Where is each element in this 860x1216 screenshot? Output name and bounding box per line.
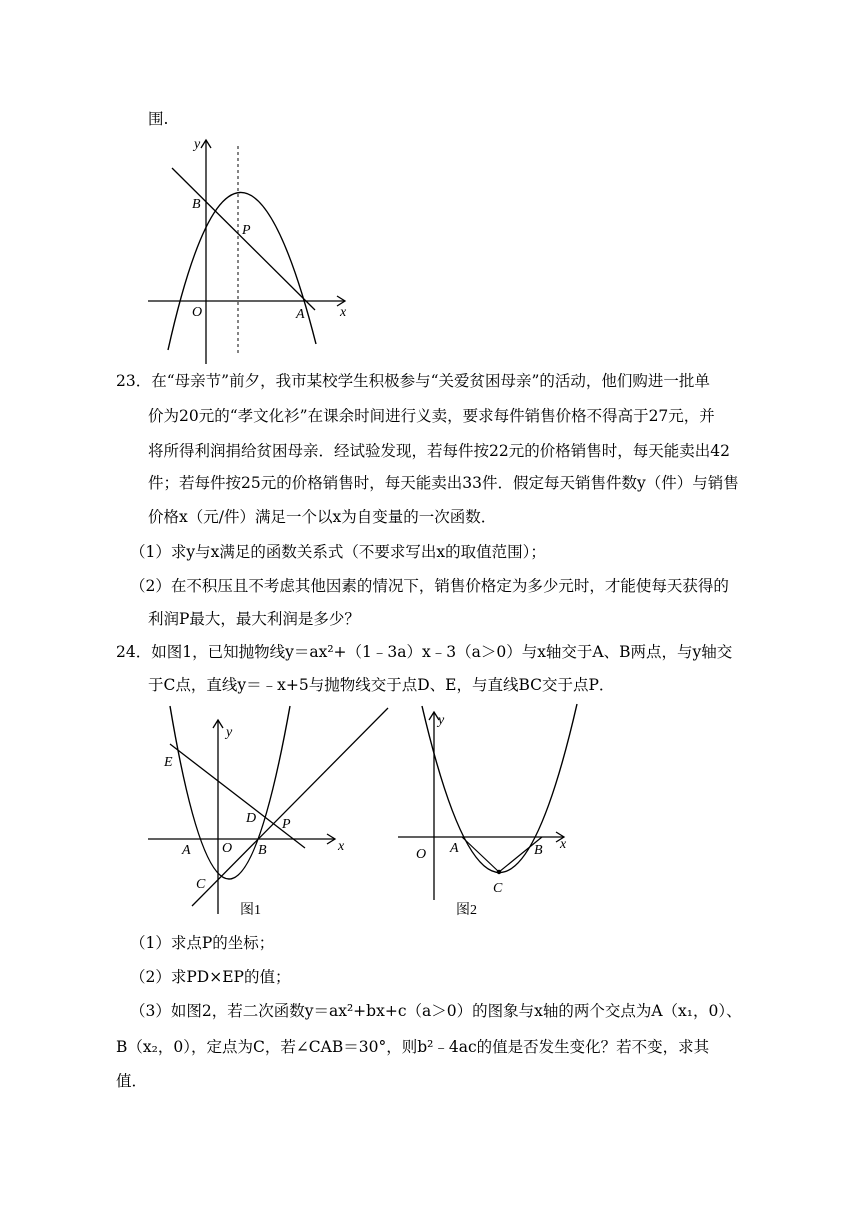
q23-line-1: 23．在“母亲节”前夕，我市某校学生积极参与“关爱贫困母亲”的活动，他们购进一批单 (116, 372, 710, 390)
label-o: O (416, 847, 427, 862)
label-y: y (194, 137, 201, 152)
figure-2 (392, 700, 592, 922)
q23-part-2-a: （2）在不积压且不考虑其他因素的情况下，销售价格定为多少元时，才能使每天获得的 (130, 577, 729, 595)
q24-line-2: 于C点，直线y＝﹣x+5与抛物线交于点D、E，与直线BC交于点P． (148, 676, 615, 694)
label-x: x (340, 305, 347, 320)
q24-part-2: （2）求PD×EP的值； (130, 968, 291, 986)
question-22-figure (140, 130, 360, 370)
q23-part-2-b: 利润P最大，最大利润是多少？ (148, 610, 360, 628)
label-c: C (493, 881, 503, 896)
point-c-dot (497, 870, 501, 874)
q23-part-1: （1）求y与x满足的函数关系式（不要求写出x的取值范围）； (130, 543, 546, 561)
label-y: y (438, 713, 445, 728)
prev-question-tail: 围. (148, 110, 169, 128)
label-b: B (258, 843, 267, 858)
label-x: x (560, 837, 567, 852)
label-d: D (246, 811, 257, 826)
label-p: P (282, 817, 291, 832)
line-de (170, 744, 305, 848)
label-o: O (222, 841, 233, 856)
label-b: B (534, 843, 543, 858)
label-x: x (338, 839, 345, 854)
label-y: y (226, 725, 233, 740)
q23-line-4: 件；若每件按25元的价格销售时，每天能卖出33件．假定每天销售件数y（件）与销售 (148, 474, 739, 492)
label-c: C (196, 877, 206, 892)
q24-part-3-c: 值． (116, 1072, 148, 1090)
label-a: A (182, 843, 191, 858)
figure-1-caption: 图1 (240, 903, 261, 918)
q24-part-3-a: （3）如图2，若二次函数y＝ax²+bx+c（a＞0）的图象与x轴的两个交点为A（x₁，0）、 (130, 1002, 742, 1020)
q24-line-1: 24．如图1，已知抛物线y＝ax²+（1﹣3a）x﹣3（a＞0）与x轴交于A、B两点，与y轴交 (116, 643, 733, 661)
label-p: P (242, 223, 251, 238)
label-a: A (450, 841, 459, 856)
label-e: E (164, 755, 173, 770)
q23-line-2: 价为20元的“孝文化衫”在课余时间进行义卖，要求每件销售价格不得高于27元，并 (148, 407, 715, 425)
label-a: A (296, 307, 305, 322)
q24-part-1: （1）求点P的坐标； (130, 934, 275, 952)
line-ab (172, 168, 315, 310)
parabola-curve (422, 704, 577, 873)
q23-line-5: 价格x（元/件）满足一个以x为自变量的一次函数． (148, 508, 497, 526)
label-o: O (192, 305, 203, 320)
parabola-curve (168, 192, 316, 350)
figure-2-caption: 图2 (456, 903, 477, 918)
q23-line-3: 将所得利润捐给贫困母亲．经试验发现，若每件按22元的价格销售时，每天能卖出42 (148, 442, 730, 460)
line-bc (192, 708, 388, 906)
label-b: B (192, 197, 201, 212)
q24-part-3-b: B（x₂，0），定点为C，若∠CAB＝30°，则b²﹣4ac的值是否发生变化？若不变，求其 (116, 1038, 710, 1056)
figure-1 (140, 700, 400, 922)
